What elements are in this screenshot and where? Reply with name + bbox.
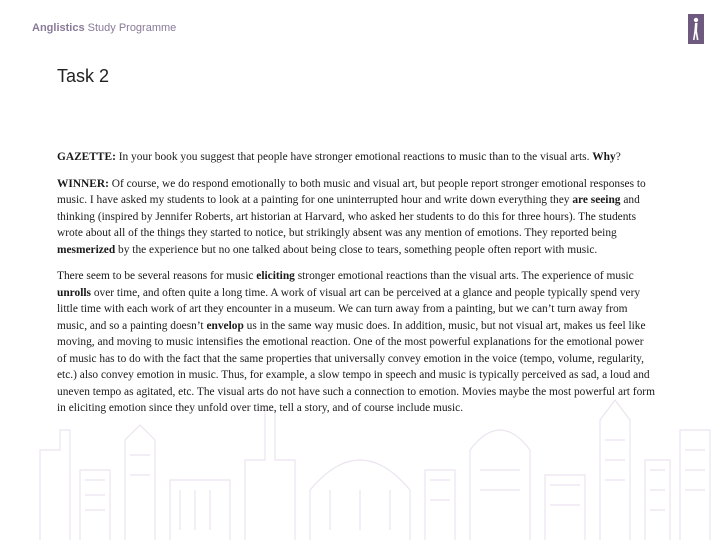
programme-header [32, 22, 176, 34]
text-run: ? [615, 151, 621, 163]
text-run: In your book you suggest that people have stronger emotional reactions to music than to the visual arts. [115, 151, 593, 163]
bold-term: eliciting [256, 270, 295, 282]
text-run: and thinking (inspired by Jennifer Roberts, art historian at Harvard, who asked her students to do this for three hours). The students wrote about all of the things they started to notice, but strikingly absent was any mention of emotions. They reported being [57, 194, 640, 239]
bold-term: Why [592, 151, 616, 163]
bold-term: are seeing [572, 194, 621, 206]
paragraph-answer [57, 176, 655, 259]
text-run: There seem to be several reasons for music [57, 270, 257, 282]
text-run: stronger emotional reactions than the visual arts. The experience of music [294, 270, 634, 282]
text-run: us in the same way music does. In addition, music, but not visual art, makes us feel like moving, and moving to music intensifies the emotional reaction. One of the most powerful explanations for the emotional power of music has to do with the fact that the same properties that universally convey emotion in the voice (tempo, volume, regularity, etc.) also convey emotion in music. Thus, for example, a slow tempo in speech and music is typically perceived as sad, a loud and uneven tempo as agitated, etc. The visual arts do not have such a connection to emotion. Movies maybe the most powerful art form in eliciting emotion since they unfold over time, tell a story, and of course include music. [57, 319, 655, 414]
bold-term: mesmerized [57, 243, 116, 256]
bold-term: unrolls [57, 286, 91, 299]
header-brand: Anglistics [32, 22, 85, 34]
bold-term: GAZETTE: [57, 151, 116, 163]
header-programme: Study Programme [84, 22, 177, 34]
interview-text [57, 149, 655, 427]
figure-logo-icon [688, 14, 704, 44]
text-run: by the experience but no one talked about being close to tears, something people often report with music. [115, 243, 598, 256]
text-run: Of course, we do respond emotionally to both music and visual art, but people report stronger emotional responses to music. I have asked my students to look at a painting for one uninterrupted hour and write down everything they [57, 177, 646, 206]
paragraph-explanation [57, 268, 655, 417]
slide-title: Task 2 [57, 66, 110, 86]
bold-term: envelop [206, 319, 244, 332]
bold-term: WINNER: [57, 177, 109, 190]
text-run: over time, and often quite a long time. A work of visual art can be perceived at a glance and people typically spend very little time with each work of art they encounter in a museum. We can turn away from a painting, but we can’t turn away from music, and so a painting doesn’t [57, 286, 641, 332]
paragraph-question [57, 149, 655, 166]
